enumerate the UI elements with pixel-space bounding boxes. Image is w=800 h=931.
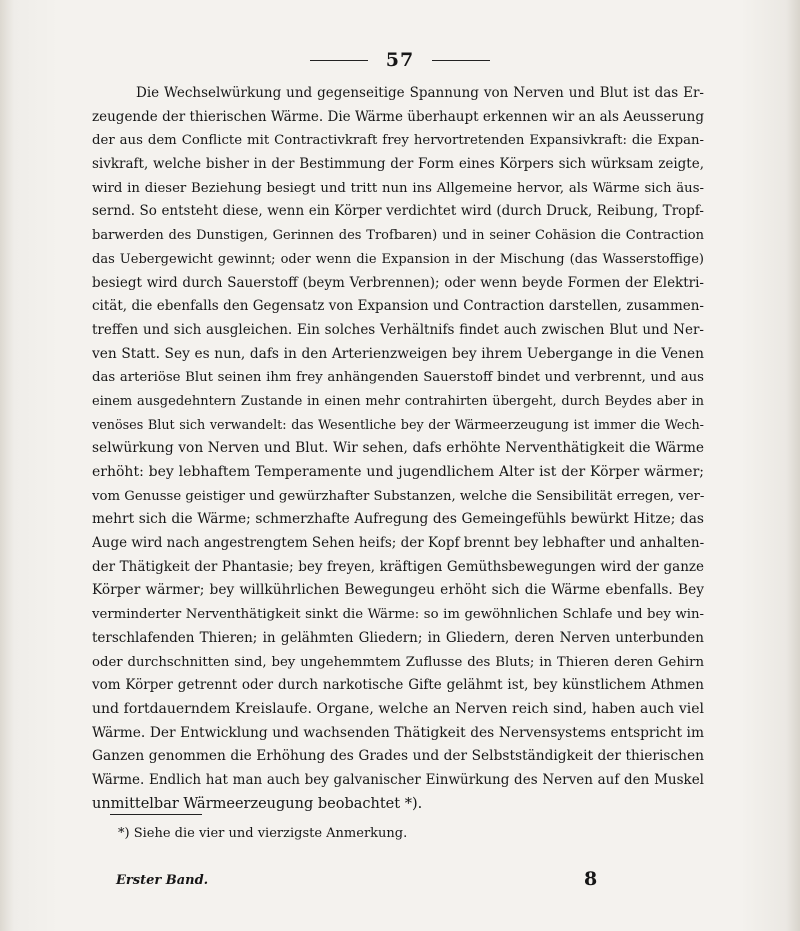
text-line: vom Körper getrennt oder durch narkotische Gifte gelähmt ist, bey künstlichem Athmen <box>92 677 704 694</box>
text-line: wird in dieser Beziehung besiegt und tritt nun ins Allgemeine hervor, als Wärme sich äus- <box>92 180 704 196</box>
header-rule-right <box>432 60 490 61</box>
text-line: vom Genusse geistiger und gewürzhafter Substanzen, welche die Sensibilität erregen, ver- <box>92 488 704 504</box>
body-text <box>92 82 704 816</box>
text-line: mehrt sich die Wärme; schmerzhafte Aufregung des Gemeingefühls bewürkt Hitze; das <box>92 511 704 528</box>
text-line: selwürkung von Nerven und Blut. Wir sehen, dafs erhöhte Nerventhätigkeit die Wärme <box>92 440 704 457</box>
text-line: und fortdauerndem Kreislaufe. Organe, welche an Nerven reich sind, haben auch viel <box>92 700 704 717</box>
text-line: verminderter Nerventhätigkeit sinkt die Wärme: so im gewöhnlichen Schlafe und bey win- <box>92 607 704 623</box>
text-line: Wärme. Der Entwicklung und wachsenden Thätigkeit des Nervensystems entspricht im <box>92 724 704 741</box>
text-line: oder durchschnitten sind, bey ungehemmtem Zuflusse des Bluts; in Thieren deren Gehirn <box>92 654 704 670</box>
text-line: cität, die ebenfalls den Gegensatz von Expansion und Contraction darstellen, zusammen- <box>92 298 704 315</box>
page-number: 57 <box>385 49 415 71</box>
text-line: der Thätigkeit der Phantasie; bey freyen, kräftigen Gemüthsbewegungen wird der ganze <box>92 558 704 575</box>
signature-mark: 8 <box>584 868 598 890</box>
text-line: terschlafenden Thieren; in gelähmten Gliedern; in Gliedern, deren Nerven unterbunden <box>92 629 704 646</box>
text-line: der aus dem Conflicte mit Contractivkraft frey hervortretenden Expansivkraft: die Expan- <box>92 133 704 149</box>
signature-line: Erster Band. <box>116 873 209 888</box>
text-line: Körper wärmer; bey willkührlichen Bewegungeu erhöht sich die Wärme ebenfalls. Bey <box>92 582 704 599</box>
text-line: Auge wird nach angestrengtem Sehen heifs; der Kopf brennt bey lebhafter und anhalten- <box>92 535 704 552</box>
text-line: erhöht: bey lebhaftem Temperamente und jugendlichem Alter ist der Körper wärmer; <box>92 464 704 480</box>
footnote-rule <box>110 814 202 815</box>
text-line: Ganzen genommen die Erhöhung des Grades und der Selbstständigkeit der thierischen <box>92 748 704 765</box>
text-line: venöses Blut sich verwandelt: das Wesentliche bey der Wärmeerzeugung ist immer die Wech- <box>92 417 704 433</box>
header-rule-left <box>310 60 368 61</box>
text-line: treffen und sich ausgleichen. Ein solches Verhältnifs findet auch zwischen Blut und Ner- <box>92 321 704 338</box>
footnote: *) Siehe die vier und vierzigste Anmerkung. <box>118 826 408 841</box>
text-line: sernd. So entsteht diese, wenn ein Körper verdichtet wird (durch Druck, Reibung, Tropf- <box>92 203 704 220</box>
text-line: barwerden des Dunstigen, Gerinnen des Trofbaren) und in seiner Cohäsion die Contraction <box>92 228 704 244</box>
text-line: zeugende der thierischen Wärme. Die Wärme überhaupt erkennen wir an als Aeusserung <box>92 108 704 125</box>
text-line: unmittelbar Wärmeerzeugung beobachtet *). <box>92 795 423 812</box>
text-line: sivkraft, welche bisher in der Bestimmung der Form eines Körpers sich würksam zeigte, <box>92 156 704 173</box>
text-line: besiegt wird durch Sauerstoff (beym Verbrennen); oder wenn beyde Formen der Elektri- <box>92 274 704 291</box>
text-line: einem ausgedehntern Zustande in einen mehr contrahirten übergeht, durch Beydes aber in <box>92 393 704 409</box>
text-line: das Uebergewicht gewinnt; oder wenn die Expansion in der Mischung (das Wasserstoffige) <box>92 251 704 267</box>
text-line: das arteriöse Blut seinen ihm frey anhängenden Sauerstoff bindet und verbrennt, und aus <box>92 370 704 386</box>
text-line: Die Wechselwürkung und gegenseitige Spannung von Nerven und Blut ist das Er- <box>136 85 704 101</box>
text-line: Wärme. Endlich hat man auch bey galvanischer Einwürkung des Nerven auf den Muskel <box>92 771 704 788</box>
text-line: ven Statt. Sey es nun, dafs in den Arterienzweigen bey ihrem Uebergange in die Venen <box>92 345 704 362</box>
page-header <box>0 48 800 72</box>
